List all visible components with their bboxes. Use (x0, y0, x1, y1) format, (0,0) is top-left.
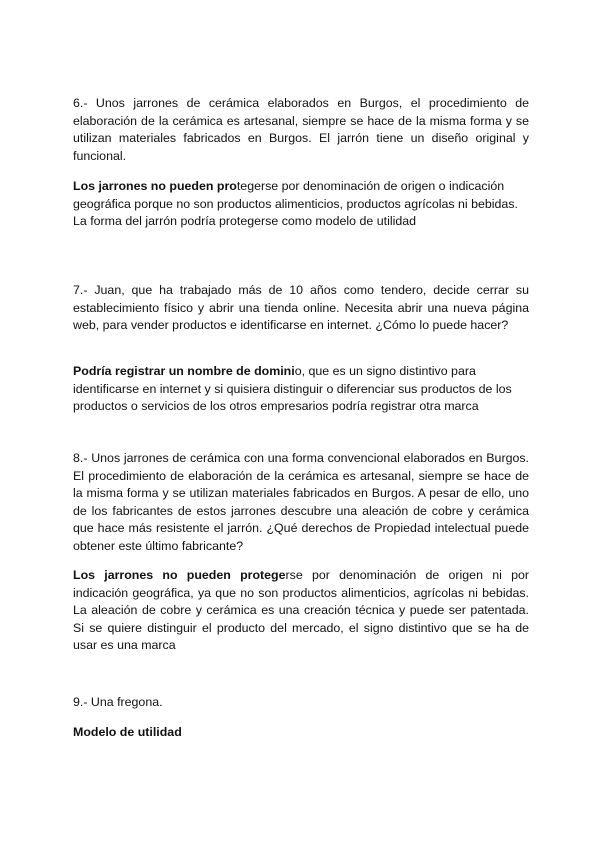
answer-7-bold: Podría registrar un nombre de domini (73, 364, 295, 378)
question-6-text: 6.- Unos jarrones de cerámica elaborados en Burgos, el procedimiento de elaboración de la cerámica es artesanal, siempre se hace de la misma forma y se utilizan materiales fabricados en Burgos. El jarrón tiene un diseño original y funcional. (73, 96, 529, 163)
answer-7-text: o, que es un signo distintivo para identificarse en internet y si quisiera distinguir o diferenciar sus productos de los productos o servicios de los otros empresarios podría registrar otra marca (73, 364, 512, 414)
answer-9-bold: Modelo de utilidad (73, 725, 182, 739)
question-8-text: 8.- Unos jarrones de cerámica con una forma convencional elaborados en Burgos. El procedimiento de elaboración de la cerámica es artesanal, siempre se hace de la misma forma y se utilizan materiales fabricados en Burgos. A pesar de ello, uno de los fabricantes de estos jarrones descubre una aleación de cobre y cerámica que hace más resistente el jarrón. ¿Qué derechos de Propiedad intelectual puede obtener este último fabricante? (73, 451, 529, 553)
answer-9-paragraph (73, 724, 529, 742)
question-7-text: 7.- Juan, que ha trabajado más de 10 años como tendero, decide cerrar su establecimiento físico y abrir una tienda online. Necesita abrir una nueva página web, para vender productos e identificarse en internet. ¿Cómo lo puede hacer? (73, 283, 529, 333)
question-9-text: 9.- Una fregona. (73, 695, 163, 709)
answer-8-text: rse por denominación de origen ni por indicación geográfica, ya que no son productos alimenticios, agrícolas ni bebidas. La aleación de cobre y cerámica es una creación técnica y puede ser patentada. Si se quiere distinguir el producto del mercado, el signo distintivo que se ha de usar es una marca (73, 568, 529, 653)
answer-6-text: tegerse por denominación de origen o indicación geográfica porque no son productos alimenticios, productos agrícolas ni bebidas. La forma del jarrón podría protegerse como modelo de utilidad (73, 179, 518, 229)
answer-7-paragraph (73, 363, 529, 416)
answer-6-bold: Los jarrones no pueden pro (73, 179, 237, 193)
answer-8-paragraph (73, 567, 529, 655)
answer-8-bold: Los jarrones no pueden protege (73, 568, 286, 582)
answer-6-paragraph (73, 178, 529, 231)
